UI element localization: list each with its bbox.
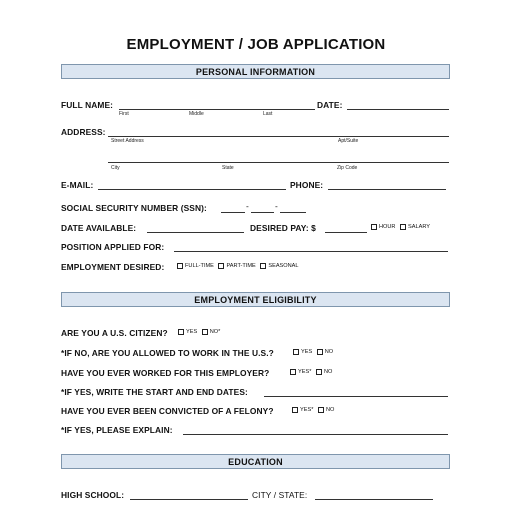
date-field[interactable]: [347, 109, 449, 110]
felony-explain-question: *IF YES, PLEASE EXPLAIN:: [61, 425, 173, 435]
felony-options: [292, 407, 337, 415]
city-state-label: CITY / STATE:: [252, 490, 308, 500]
citizen-option-no[interactable]: NO*: [202, 329, 221, 335]
checkbox-icon[interactable]: [371, 224, 377, 230]
date-label: DATE:: [317, 100, 343, 110]
citizen-question: ARE YOU A U.S. CITIZEN?: [61, 328, 168, 338]
section-header-eligibility: [61, 292, 450, 307]
pay-options: [371, 224, 433, 232]
zip-code-sublabel: Zip Code: [337, 165, 358, 171]
street-address-field[interactable]: [108, 136, 449, 137]
employment-option-part-time[interactable]: PART-TIME: [218, 263, 255, 269]
phone-field[interactable]: [328, 189, 446, 190]
position-field[interactable]: [174, 251, 448, 252]
felony-explain-field[interactable]: [183, 434, 448, 435]
checkbox-icon[interactable]: [177, 263, 183, 269]
work-authorization-option-no[interactable]: NO: [317, 349, 333, 355]
ssn-part2-field[interactable]: [251, 212, 274, 213]
section-title-eligibility: EMPLOYMENT ELIGIBILITY: [194, 295, 317, 305]
page-title: EMPLOYMENT / JOB APPLICATION: [126, 36, 386, 53]
high-school-field[interactable]: [130, 499, 248, 500]
checkbox-icon[interactable]: [260, 263, 266, 269]
address-label: ADDRESS:: [61, 127, 106, 137]
checkbox-icon[interactable]: [178, 329, 184, 335]
apt-suite-sublabel: Apt/Suite: [338, 138, 359, 144]
checkbox-icon[interactable]: [292, 407, 298, 413]
checkbox-icon[interactable]: [316, 369, 322, 375]
felony-option-no[interactable]: NO: [318, 407, 334, 413]
citizen-options: [178, 329, 223, 337]
desired-pay-label: DESIRED PAY: $: [250, 223, 316, 233]
checkbox-icon[interactable]: [318, 407, 324, 413]
employment-options: [177, 263, 302, 271]
phone-label: PHONE:: [290, 180, 324, 190]
work-authorization-question: *IF NO, ARE YOU ALLOWED TO WORK IN THE U.S.?: [61, 348, 274, 358]
full-name-label: FULL NAME:: [61, 100, 114, 110]
checkbox-icon[interactable]: [202, 329, 208, 335]
email-field[interactable]: [98, 189, 286, 190]
previous-employer-options: [290, 369, 335, 377]
employment-option-seasonal[interactable]: SEASONAL: [260, 263, 298, 269]
middle-name-sublabel: Middle: [189, 111, 204, 117]
date-available-label: DATE AVAILABLE:: [61, 223, 137, 233]
checkbox-icon[interactable]: [218, 263, 224, 269]
previous-employer-option-yes[interactable]: YES*: [290, 369, 311, 375]
checkbox-icon[interactable]: [290, 369, 296, 375]
ssn-label: SOCIAL SECURITY NUMBER (SSN):: [61, 203, 207, 213]
section-title-personal: PERSONAL INFORMATION: [195, 67, 316, 77]
work-authorization-option-yes[interactable]: YES: [293, 349, 312, 355]
city-state-field[interactable]: [315, 499, 433, 500]
citizen-option-yes[interactable]: YES: [178, 329, 197, 335]
start-end-dates-question: *IF YES, WRITE THE START AND END DATES:: [61, 387, 248, 397]
previous-employer-question: HAVE YOU EVER WORKED FOR THIS EMPLOYER?: [61, 368, 270, 378]
high-school-label: HIGH SCHOOL:: [61, 490, 125, 500]
ssn-separator-1: -: [246, 201, 249, 211]
full-name-field[interactable]: [119, 109, 315, 110]
checkbox-icon[interactable]: [293, 349, 299, 355]
pay-option-salary[interactable]: SALARY: [400, 224, 430, 230]
first-name-sublabel: First: [119, 111, 129, 117]
date-available-field[interactable]: [147, 232, 244, 233]
section-title-education: EDUCATION: [228, 457, 283, 467]
previous-employer-option-no[interactable]: NO: [316, 369, 332, 375]
checkbox-icon[interactable]: [317, 349, 323, 355]
position-label: POSITION APPLIED FOR:: [61, 242, 165, 252]
checkbox-icon[interactable]: [400, 224, 406, 230]
work-authorization-options: [293, 349, 336, 357]
section-header-personal: [61, 64, 450, 79]
city-sublabel: City: [111, 165, 120, 171]
pay-option-hour[interactable]: HOUR: [371, 224, 395, 230]
employment-option-full-time[interactable]: FULL-TIME: [177, 263, 214, 269]
section-header-education: [61, 454, 450, 469]
email-label: E-MAIL:: [61, 180, 94, 190]
ssn-part3-field[interactable]: [280, 212, 306, 213]
start-end-dates-field[interactable]: [264, 396, 448, 397]
street-address-sublabel: Street Address: [111, 138, 144, 144]
ssn-part1-field[interactable]: [221, 212, 245, 213]
felony-option-yes[interactable]: YES*: [292, 407, 313, 413]
desired-pay-field[interactable]: [325, 232, 367, 233]
employment-desired-label: EMPLOYMENT DESIRED:: [61, 262, 165, 272]
ssn-separator-2: -: [275, 201, 278, 211]
felony-question: HAVE YOU EVER BEEN CONVICTED OF A FELONY?: [61, 406, 274, 416]
city-state-zip-field[interactable]: [108, 162, 449, 163]
last-name-sublabel: Last: [263, 111, 273, 117]
state-sublabel: State: [222, 165, 234, 171]
